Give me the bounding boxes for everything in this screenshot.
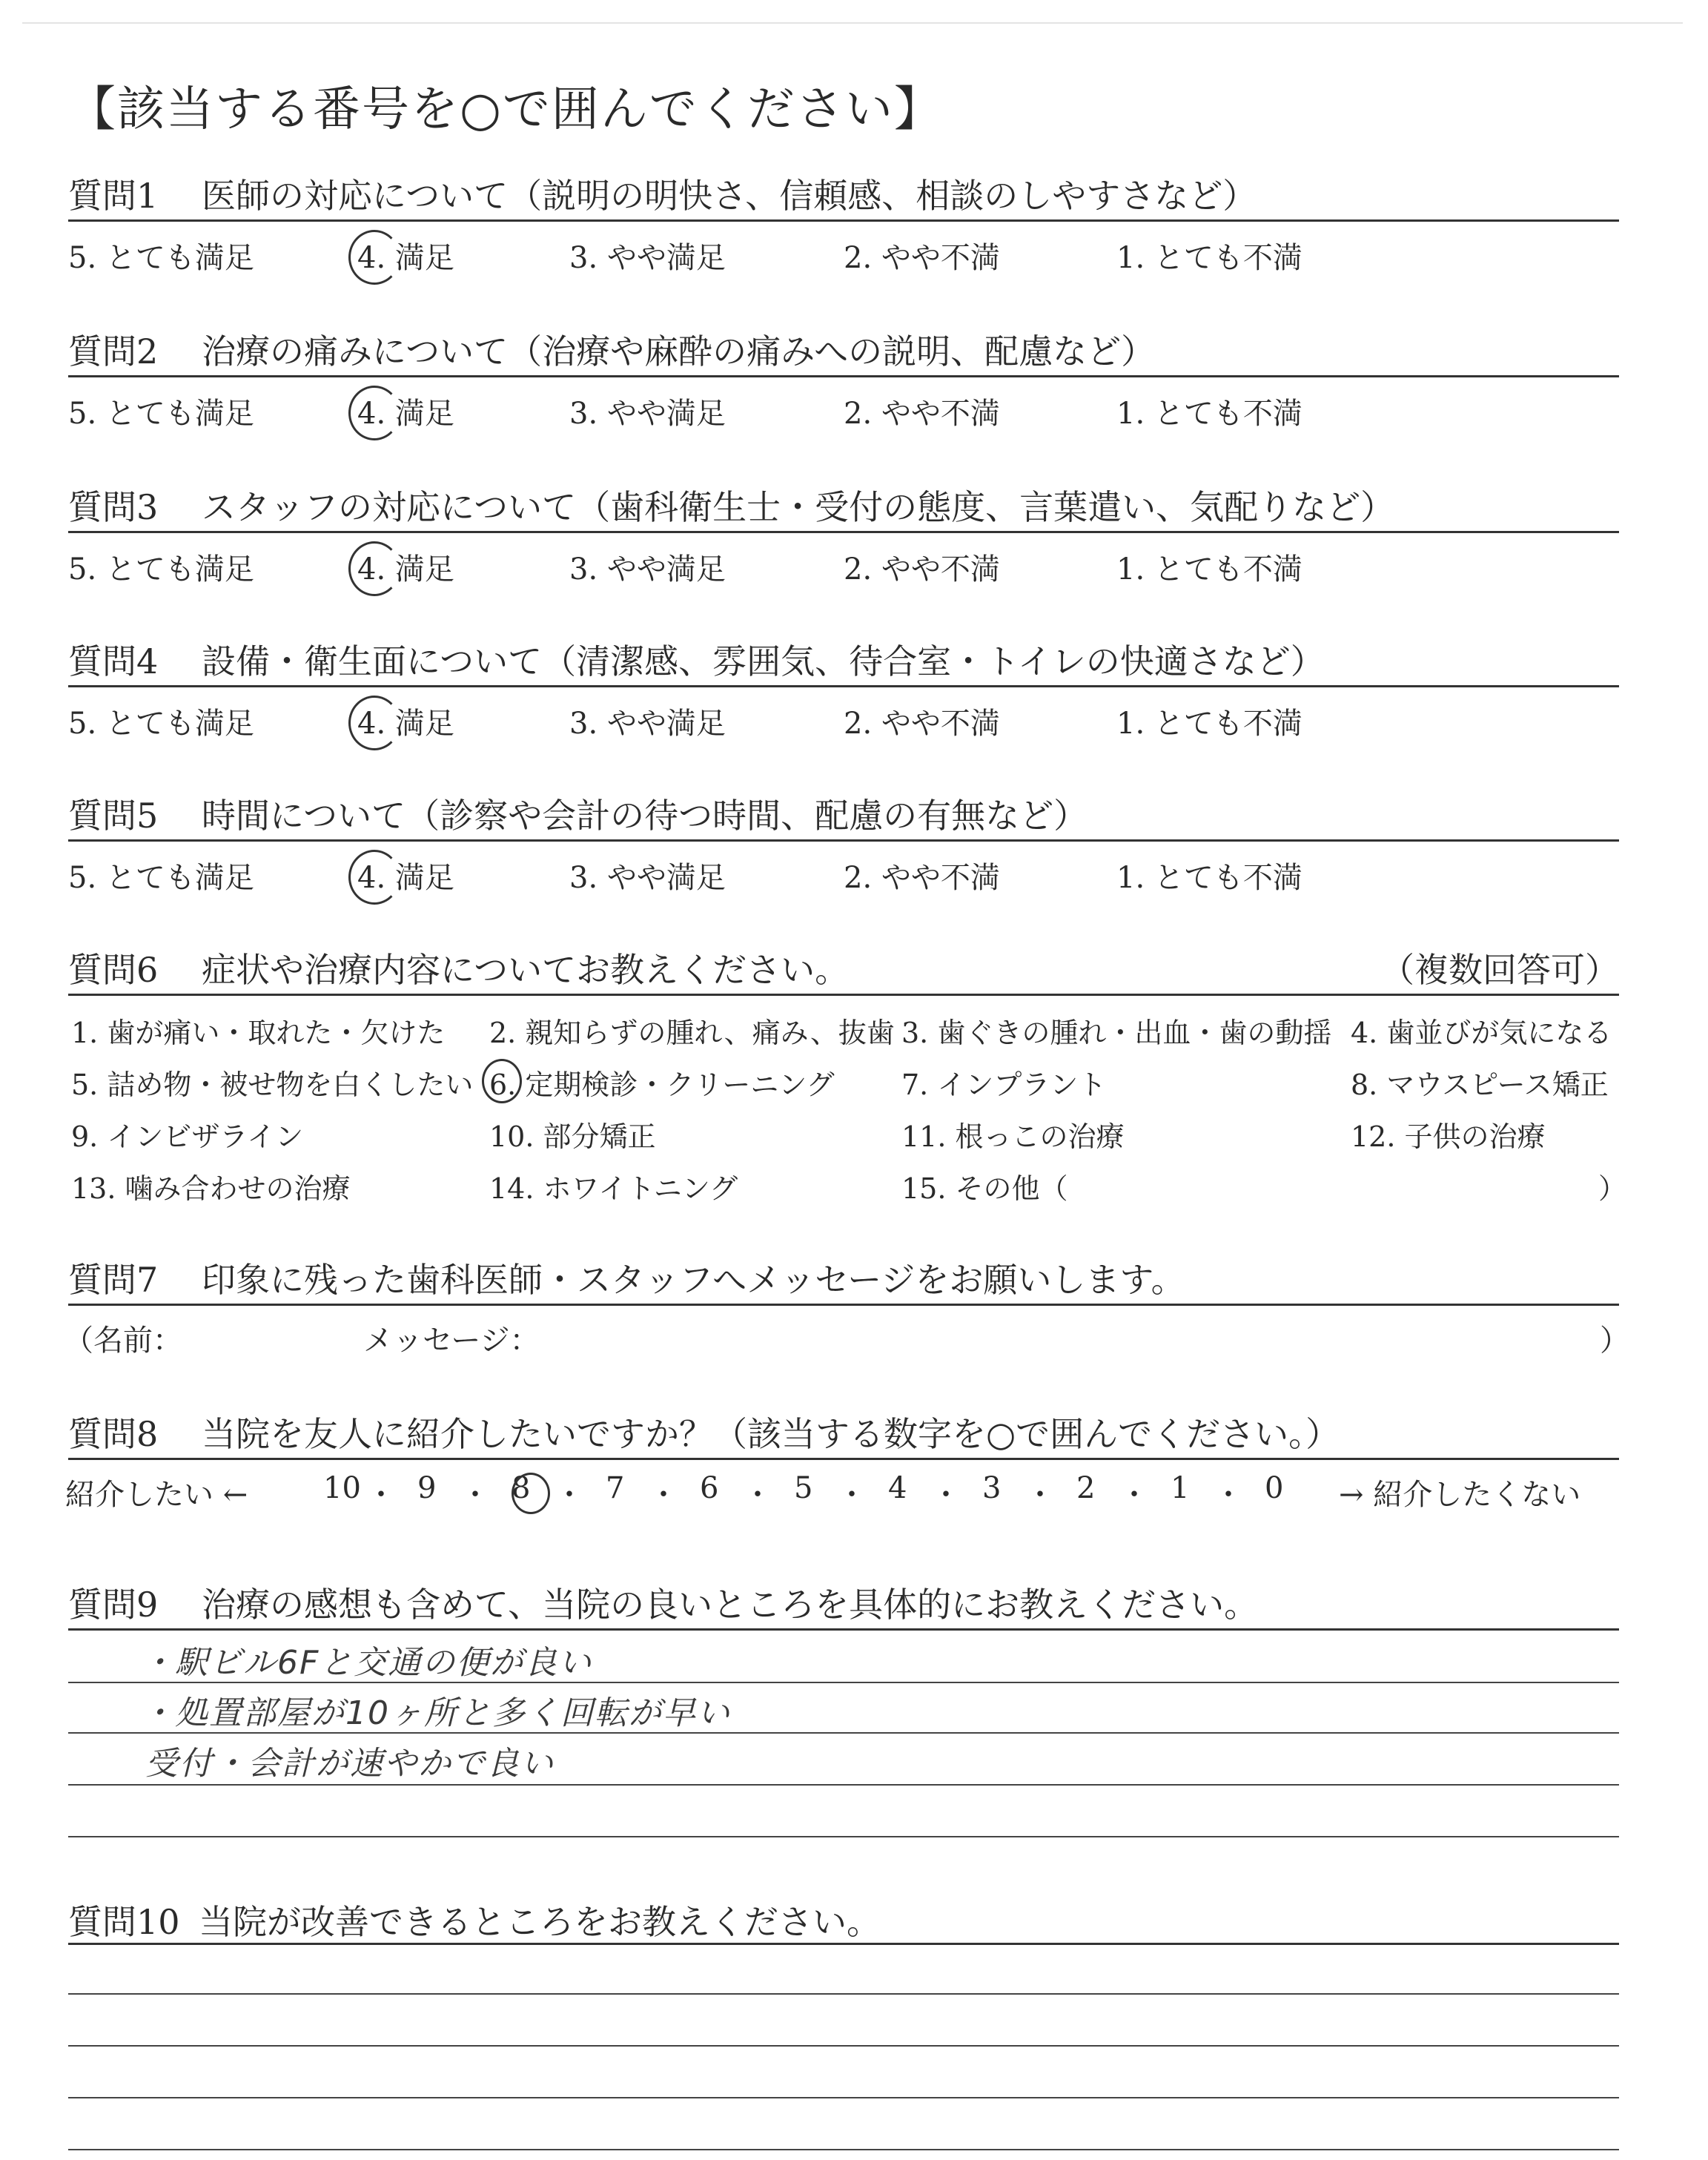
q1-header — [68, 169, 1619, 222]
question-rule — [68, 839, 1619, 842]
rating-option[interactable]: 4. 満足 — [357, 861, 454, 895]
q5-options — [68, 854, 1619, 896]
q6-header — [68, 943, 1619, 997]
question-text: 治療の痛みについて（治療や麻酔の痛みへの説明、配慮など） — [202, 331, 1156, 371]
q8-scale-number[interactable]: 0 — [1265, 1471, 1284, 1505]
rating-option[interactable]: 2. やや不満 — [844, 861, 1000, 895]
q10-label: 質問10 — [68, 1902, 180, 1942]
q6-close-paren: ） — [1598, 1172, 1627, 1205]
q2-options — [68, 390, 1619, 432]
q8-scale-dot: ・ — [743, 1478, 772, 1512]
q6-label: 質問6 — [68, 950, 159, 990]
question-label: 質問4 — [68, 641, 159, 681]
q10-line-3 — [68, 2045, 1619, 2047]
q10-header — [68, 1895, 1619, 1949]
q8-scale-dot: ・ — [931, 1478, 961, 1512]
q6-option[interactable]: 6. 定期検診・クリーニング — [489, 1069, 835, 1101]
q9-answer-1: ・駅ビル6Fと交通の便が良い — [141, 1644, 593, 1682]
top-edge — [22, 22, 1683, 24]
q5-header — [68, 789, 1619, 842]
rating-option[interactable]: 1. とても不満 — [1116, 397, 1302, 431]
q6-option[interactable]: 11. 根っこの治療 — [901, 1120, 1125, 1153]
q8-scale-dot: ・ — [460, 1478, 490, 1512]
q8-text: 当院を友人に紹介したいですか？（該当する数字を○で囲んでください。） — [202, 1414, 1340, 1454]
q8-scale-dot: ・ — [555, 1478, 584, 1512]
q9-line-4 — [68, 1784, 1619, 1786]
q6-selected-circle — [482, 1059, 522, 1103]
q6-rule — [68, 994, 1619, 996]
q9-text: 治療の感想も含めて、当院の良いところを具体的にお教えください。 — [202, 1585, 1259, 1625]
question-rule — [68, 219, 1619, 222]
question-rule — [68, 375, 1619, 377]
q8-scale-number[interactable]: 8 — [512, 1471, 531, 1505]
q7-text: 印象に残った歯科医師・スタッフへメッセージをお願いします。 — [202, 1260, 1185, 1300]
selected-circle — [348, 696, 400, 750]
rating-option[interactable]: 1. とても不満 — [1116, 861, 1302, 895]
q8-scale-number[interactable]: 6 — [700, 1471, 719, 1505]
q8-scale-number[interactable]: 5 — [794, 1471, 813, 1505]
q6-option[interactable]: 12. 子供の治療 — [1351, 1120, 1546, 1153]
q10-rule — [68, 1943, 1619, 1945]
q8-scale-number[interactable]: 7 — [606, 1471, 625, 1505]
q7-header — [68, 1253, 1619, 1307]
q3-options — [68, 546, 1619, 587]
question-label: 質問2 — [68, 331, 159, 371]
rating-option[interactable]: 5. とても満足 — [68, 552, 254, 587]
rating-option[interactable]: 1. とても不満 — [1116, 707, 1302, 741]
q6-note: （複数回答可） — [1380, 950, 1619, 990]
q8-scale-dot: ・ — [1025, 1478, 1055, 1512]
question-label: 質問5 — [68, 796, 159, 836]
q8-header — [68, 1407, 1619, 1461]
q10-line-2 — [68, 1993, 1619, 1995]
q4-options — [68, 700, 1619, 742]
q6-option[interactable]: 9. インビザライン — [71, 1120, 304, 1153]
rating-option[interactable]: 1. とても不満 — [1116, 241, 1302, 275]
rating-option[interactable]: 5. とても満足 — [68, 861, 254, 895]
rating-option[interactable]: 2. やや不満 — [844, 552, 1000, 587]
q8-scale-number[interactable]: 9 — [417, 1471, 437, 1505]
q3-header — [68, 480, 1619, 534]
selected-circle — [348, 230, 400, 285]
q8-label: 質問8 — [68, 1414, 159, 1454]
question-text: 設備・衛生面について（清潔感、雰囲気、待合室・トイレの快適さなど） — [202, 641, 1325, 681]
question-text: 時間について（診察や会計の待つ時間、配慮の有無など） — [202, 796, 1088, 836]
q8-scale-dot: ・ — [649, 1478, 678, 1512]
selected-circle — [348, 850, 400, 905]
q6-option[interactable]: 4. 歯並びが気になる — [1351, 1017, 1612, 1049]
rating-option[interactable]: 2. やや不満 — [844, 241, 1000, 275]
rating-option[interactable]: 3. やや満足 — [569, 552, 726, 587]
q8-scale-number[interactable]: 3 — [982, 1471, 1002, 1505]
q8-scale-number[interactable]: 1 — [1171, 1471, 1190, 1505]
q10-text: 当院が改善できるところをお教えください。 — [199, 1902, 881, 1942]
rating-option[interactable]: 5. とても満足 — [68, 707, 254, 741]
rating-option[interactable]: 5. とても満足 — [68, 241, 254, 275]
question-text: スタッフの対応について（歯科衛生士・受付の態度、言葉遣い、気配りなど） — [202, 487, 1395, 527]
q8-scale-dot: ・ — [837, 1478, 867, 1512]
q6-option[interactable]: 2. 親知らずの腫れ、痛み、抜歯 — [489, 1017, 895, 1049]
q6-option[interactable]: 3. 歯ぐきの腫れ・出血・歯の動揺 — [901, 1017, 1332, 1049]
q6-option[interactable]: 10. 部分矯正 — [489, 1120, 656, 1153]
q6-option[interactable]: 7. インプラント — [901, 1069, 1107, 1101]
q6-option[interactable]: 14. ホワイトニング — [489, 1172, 738, 1205]
q7-label: 質問7 — [68, 1260, 159, 1300]
q6-option[interactable]: 15. その他（ — [901, 1172, 1068, 1205]
q4-header — [68, 635, 1619, 688]
q8-scale-number[interactable]: 4 — [888, 1471, 907, 1505]
q8-left-label: 紹介したい ← — [65, 1478, 248, 1512]
rating-option[interactable]: 2. やや不満 — [844, 397, 1000, 431]
q7-message-label: メッセージ： — [363, 1324, 540, 1358]
q9-label: 質問9 — [68, 1585, 159, 1625]
q10-line-4 — [68, 2097, 1619, 2098]
rating-option[interactable]: 1. とても不満 — [1116, 552, 1302, 587]
q1-options — [68, 234, 1619, 276]
rating-option[interactable]: 3. やや満足 — [569, 397, 726, 431]
q8-scale-dot: ・ — [1119, 1478, 1149, 1512]
question-label: 質問1 — [68, 176, 159, 216]
q8-scale-dot: ・ — [1214, 1478, 1243, 1512]
q8-scale — [65, 1471, 1622, 1513]
rating-option[interactable]: 4. 満足 — [357, 241, 454, 275]
rating-option[interactable]: 3. やや満足 — [569, 241, 726, 275]
selected-circle — [348, 386, 400, 440]
q9-answer-2: ・処置部屋が10ヶ所と多く回転が早い — [141, 1694, 731, 1732]
question-text: 医師の対応について（説明の明快さ、信頼感、相談のしやすさなど） — [202, 176, 1257, 216]
rating-option[interactable]: 2. やや不満 — [844, 707, 1000, 741]
question-label: 質問3 — [68, 487, 159, 527]
q7-rule — [68, 1304, 1619, 1306]
page-title: 【該当する番号を○で囲んでください】 — [68, 82, 943, 137]
q9-header — [68, 1578, 1619, 1631]
q9-rule — [68, 1628, 1619, 1631]
q9-line-5 — [68, 1836, 1619, 1837]
rating-option[interactable]: 4. 満足 — [357, 397, 454, 431]
rating-option[interactable]: 3. やや満足 — [569, 861, 726, 895]
q6-option[interactable]: 5. 詰め物・被せ物を白くしたい — [71, 1069, 474, 1101]
q8-right-label: → 紹介したくない — [1339, 1478, 1581, 1512]
q8-scale-number[interactable]: 2 — [1076, 1471, 1096, 1505]
rating-option[interactable]: 4. 満足 — [357, 707, 454, 741]
q8-selected-circle — [512, 1473, 550, 1514]
question-rule — [68, 531, 1619, 533]
q10-line-5 — [68, 2149, 1619, 2150]
selected-circle — [348, 541, 400, 596]
q8-scale-number[interactable]: 10 — [323, 1471, 361, 1505]
rating-option[interactable]: 5. とても満足 — [68, 397, 254, 431]
question-rule — [68, 685, 1619, 687]
q8-rule — [68, 1458, 1619, 1460]
q8-scale-dot: ・ — [366, 1478, 396, 1512]
q6-option[interactable]: 13. 噛み合わせの治療 — [71, 1172, 351, 1205]
q7-name-label: （名前： — [64, 1324, 182, 1358]
q7-close-paren: ） — [1600, 1324, 1629, 1358]
q6-option[interactable]: 8. マウスピース矯正 — [1351, 1069, 1609, 1101]
rating-option[interactable]: 3. やや満足 — [569, 707, 726, 741]
q6-text: 症状や治療内容についてお教えください。 — [202, 950, 850, 990]
q2-header — [68, 325, 1619, 378]
rating-option[interactable]: 4. 満足 — [357, 552, 454, 587]
q9-answer-3: 受付・会計が速やかで良い — [145, 1745, 555, 1783]
q6-option[interactable]: 1. 歯が痛い・取れた・欠けた — [71, 1017, 446, 1049]
